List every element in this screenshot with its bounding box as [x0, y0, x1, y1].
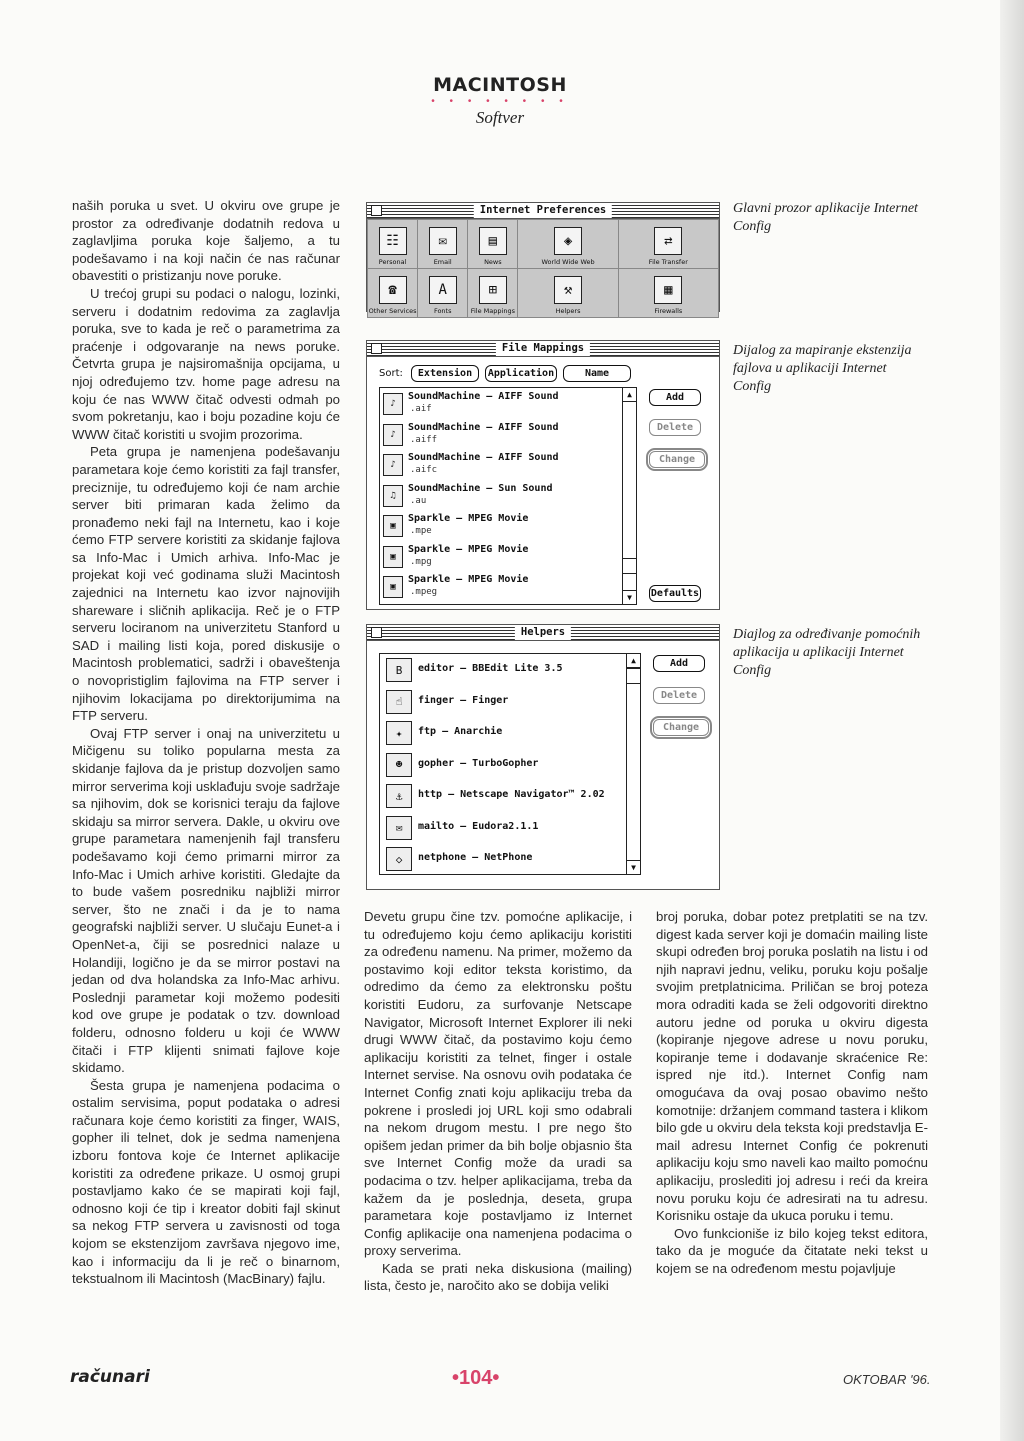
paragraph: broj poruka, dobar potez pretplatiti se na tzv. digest kada server koji je domaćin mailing liste skupi određen broj poruka poslatih na listu i od njih napravi jednu, veliku, poruku koju pošalje svojim pretplatnicima. Priličan se broj poteza mora odraditi kada se želi odgovoriti direktno autoru jedne od poruka u okviru digesta (kopiranje njegove adrese u novu poruku, kopiranje teme i dodavanje skraćenice Re: ispred nje itd.). Internet Config nam omogućava da ovaj posao obavimo nešto komotnije: držanjem command tastera i klikom bilo gde u okviru dela teksta koji predstavlja E-mail adresu Internet Config će pokrenuti aplikaciju koju smo naveli kao mailto pomoćnu aplikaciju, proslediti joj adresu i reći da kreira novu poruku koju će adresirati na tu adresu. Korisniku ostaje da ukuca poruku i temu. — [656, 909, 928, 1224]
window-title: File Mappings — [496, 341, 590, 356]
list-item[interactable] — [380, 541, 636, 572]
sound-file-icon: ♪ — [383, 424, 403, 446]
text-column-1 — [72, 197, 340, 1288]
helper-name: finger – Finger — [418, 694, 509, 706]
pref-label: Personal — [378, 258, 407, 266]
paragraph: Ovo funkcioniše iz bilo kojeg tekst editora, tako da je moguće da čitatate neki tekst u kojem se na određenom mestu pojavljuje — [656, 1225, 928, 1276]
sort-application-button[interactable]: Application — [485, 365, 557, 382]
anarchie-icon: ✦ — [386, 721, 412, 745]
font-icon: A — [429, 276, 457, 304]
pref-other-services[interactable] — [368, 269, 417, 317]
pref-fonts[interactable] — [418, 269, 467, 317]
mapping-name: SoundMachine – Sun Sound — [408, 482, 553, 494]
change-button[interactable]: Change — [649, 451, 705, 468]
helper-name: editor – BBEdit Lite 3.5 — [418, 663, 563, 674]
add-button[interactable]: Add — [649, 389, 701, 406]
internet-preferences-window — [366, 202, 720, 315]
delete-button[interactable]: Delete — [653, 687, 705, 704]
page-edge — [1000, 0, 1024, 1441]
gopher-icon: ☻ — [386, 753, 412, 777]
list-item[interactable] — [380, 388, 636, 419]
pref-email[interactable] — [418, 220, 467, 268]
pref-label: World Wide Web — [541, 258, 595, 266]
change-button[interactable]: Change — [653, 719, 709, 736]
defaults-button[interactable]: Defaults — [649, 585, 701, 602]
mapping-extension: .aifc — [410, 465, 438, 475]
pref-www[interactable] — [518, 220, 617, 268]
pref-label: News — [484, 258, 502, 266]
paragraph: naših poruka u svet. U okviru ove grupe je prostor za određivanje dodatnih redova u zaglavljima poruka koje šaljemo, a tu podešavamo i na koji način će nas računar obavestiti o pristizanju nove poruke. — [72, 198, 340, 284]
movie-file-icon: ▣ — [383, 546, 403, 568]
pref-helpers[interactable] — [518, 269, 617, 317]
pref-label: Fonts — [433, 307, 452, 315]
paragraph: Kada se prati neka diskusiona (mailing) lista, često je, naročito ako se dobija veliki — [364, 1260, 632, 1294]
list-item[interactable] — [380, 749, 640, 781]
list-scrollbar[interactable] — [622, 388, 636, 604]
pref-label: Other Services — [368, 307, 417, 315]
pref-label: Email — [433, 258, 452, 266]
pref-label: Helpers — [555, 307, 581, 315]
list-item[interactable] — [380, 843, 640, 875]
title-bar[interactable] — [367, 625, 719, 641]
file-transfer-icon: ⇄ — [654, 227, 682, 255]
footer-date: OKTOBAR '96. — [843, 1372, 931, 1387]
mapping-name: Sparkle – MPEG Movie — [408, 543, 529, 555]
mappings-list[interactable] — [379, 387, 637, 605]
pref-file-mappings[interactable] — [468, 269, 517, 317]
list-item[interactable] — [380, 812, 640, 844]
email-icon: ✉ — [429, 227, 457, 255]
helpers-list[interactable] — [379, 653, 641, 875]
personal-icon: ☷ — [379, 227, 407, 255]
window-title: Internet Preferences — [474, 203, 612, 218]
movie-file-icon: ▣ — [383, 515, 403, 537]
section-title: MACINTOSH — [433, 74, 567, 96]
pref-personal[interactable] — [368, 220, 417, 268]
bbedit-icon: B — [386, 658, 412, 682]
file-mappings-icon: ⊞ — [479, 276, 507, 304]
scroll-down-arrow-icon[interactable]: ▼ — [623, 590, 636, 604]
sound-file-icon: ♪ — [383, 454, 403, 476]
title-bar[interactable] — [367, 203, 719, 219]
caption-mappings: Dijalog za mapiranje ekstenzija fajlova u aplikaciji Internet Config — [733, 343, 912, 394]
helper-name: http – Netscape Navigator™ 2.02 — [418, 789, 605, 800]
helpers-window — [366, 624, 720, 890]
pref-label: File Mappings — [470, 307, 515, 315]
news-icon: ▤ — [479, 227, 507, 255]
helpers-icon: ⚒ — [554, 276, 582, 304]
list-item[interactable] — [380, 686, 640, 718]
section-header — [0, 74, 1000, 128]
sound-file-icon: ♫ — [383, 485, 403, 507]
pref-label: File Transfer — [648, 258, 688, 266]
phone-icon: ☎ — [379, 276, 407, 304]
scroll-up-arrow-icon[interactable]: ▲ — [623, 388, 636, 402]
paragraph: Peta grupa je namenjena podešavanju parametara koje ćemo koristiti za fajl transfer, preciznije, tu određujemo koji će nam archie server biti primaran kada želimo da pronađemo neki fajl na Internetu, kao i koje ćemo FTP servere koristiti za skidanje fajlova sa Info-Mac i Umich arhiva. Info-Mac je projekat koji već godinama služi Macintosh zajednici na Internetu kao izvor najnovijih shareware i sličnih aplikacija. Reč je o FTP serveru lociranom na univerzitetu Stanford u SAD i mailing listi koja, pored diskusije o Macintosh problematici, sadrži i obaveštenja o novopristiglim fajlovima na FTP server i njihovim lokacijama po direktorijumima na FTP serveru. — [72, 444, 340, 724]
add-button[interactable]: Add — [653, 655, 705, 672]
window-title: Helpers — [515, 625, 571, 640]
paragraph: U trećoj grupi su podaci o nalogu, lozinki, serveru i dodatnim redovima za zaglavlja poruka, sve to kada je reč o parametrima za praćenje i odgovaranje na news poruke. Četvrta grupa je najsiromašnija opcijama, u njoj određujemo tzv. home page adresu na koju će nas WWW čitač odvesti odmah po svom pokretanju, kao i boju pozadine koju će WWW čitač koristiti u svojim prozorima. — [72, 285, 340, 442]
list-item[interactable] — [380, 419, 636, 450]
scroll-thumb[interactable] — [627, 668, 640, 684]
netphone-icon: ◇ — [386, 847, 412, 871]
preferences-grid — [367, 219, 719, 318]
mapping-name: Sparkle – MPEG Movie — [408, 574, 529, 585]
firewall-icon: ▦ — [654, 276, 682, 304]
file-mappings-window — [366, 340, 720, 610]
pref-label: Firewalls — [654, 307, 683, 315]
eudora-icon: ✉ — [386, 816, 412, 840]
caption-helpers: Diajlog za određivanje pomoćnih aplikacija u aplikaciji Internet Config — [733, 627, 921, 678]
close-box-icon[interactable] — [371, 343, 382, 354]
sort-label: Sort: — [379, 368, 403, 379]
paragraph: Devetu grupu čine tzv. pomoćne aplikacije, i tu određujemo koju ćemo aplikaciju koristiti za određenu namenu. Na primer, možemo da postavimo koji editor teksta koristimo, da odredimo da ćemo za elektronsku poštu koristiti Eudoru, za surfovanje Netscape Navigator, Microsoft Internet Explorer ili neki drugi WWW čitač, da postavimo koju ćemo aplikaciju koristiti za telnet, finger i ostale Internet servise. Na osnovu ovih podataka će Internet Config znati koju aplikaciju treba da pokrene i prosledi joj URL koji smo odabrali na nekom drugom mestu. I pre nego što opišem jedan primer da bih bolje objasnio šta sve Internet Config može da uradi sa podacima o tzv. helper aplikacijama, treba da kažem da je poslednja, deseta, grupa parametara koje postavljamo iz Internet Config aplikacije ona namenjena podacima o proxy serverima. — [364, 909, 632, 1259]
section-dots: • • • • • • • • — [431, 96, 569, 107]
finger-icon: ☝ — [386, 690, 412, 714]
list-item[interactable] — [380, 780, 640, 812]
title-bar[interactable] — [367, 341, 719, 357]
section-subtitle: Softver — [475, 108, 525, 127]
list-item[interactable] — [380, 571, 636, 602]
sound-file-icon: ♪ — [383, 393, 403, 415]
close-box-icon[interactable] — [371, 627, 382, 638]
mapping-extension: .mpe — [410, 526, 432, 536]
list-item[interactable] — [380, 480, 636, 511]
helper-name: ftp – Anarchie — [418, 726, 503, 737]
mapping-name: SoundMachine – AIFF Sound — [408, 391, 559, 402]
mapping-name: SoundMachine – AIFF Sound — [408, 421, 559, 433]
delete-button[interactable]: Delete — [649, 419, 701, 436]
netscape-icon: ⚓ — [386, 784, 412, 808]
scroll-up-arrow-icon[interactable]: ▲ — [627, 654, 640, 668]
helper-name: gopher – TurboGopher — [418, 757, 539, 769]
pref-news[interactable] — [468, 220, 517, 268]
mapping-extension: .mpeg — [410, 587, 438, 597]
helper-name: mailto – Eudora2.1.1 — [418, 820, 539, 832]
paragraph: Ovaj FTP server i onaj na univerzitetu u Mičigenu su toliko popularna mesta za skidanje fajlova da je pristup dozvoljen samo mirror serverima koji usklađuju svoje sadržaje sa njihovim, dok se korisnici teraju da fajlove skidaju sa mirror servera. Dakle, u okviru ove grupe parametara namenjenih fajl transferu podešavamo koji ćemo primarni mirror za Info-Mac i Umich arhive koristiti. Gledajte da to bude vašem posredniku najbliži mirror server, što ne znači i da je to nama geografski najbliži server. U slučaju Eunet-a i OpenNet-a, čiji se posrednici nalaze u Holandiji, logično je da se mirror postavi na jedan od dva holandska za Info-Mac arhivu. Poslednji parametar koji možemo podesiti kod ove grupe je podatak o tzv. download folderu, odnosno folderu u koji će WWW čitači i FTP klijenti snimati fajlove koje skidamo. — [72, 725, 340, 1076]
scroll-down-arrow-icon[interactable]: ▼ — [627, 860, 640, 874]
text-column-2 — [364, 908, 632, 1295]
text-column-3 — [656, 908, 928, 1277]
mapping-extension: .aiff — [410, 434, 438, 445]
sort-extension-button[interactable]: Extension — [411, 365, 479, 382]
list-item[interactable] — [380, 510, 636, 541]
web-icon: ◈ — [554, 227, 582, 255]
list-item[interactable] — [380, 654, 640, 686]
list-item[interactable] — [380, 717, 640, 749]
pref-file-transfer[interactable] — [619, 220, 718, 268]
mapping-extension: .au — [410, 495, 427, 506]
mapping-name: SoundMachine – AIFF Sound — [408, 452, 559, 463]
caption-prefs: Glavni prozor aplikacije Internet Config — [733, 201, 918, 234]
helper-name: netphone – NetPhone — [418, 852, 533, 863]
scroll-thumb[interactable] — [623, 558, 636, 574]
paragraph: Šesta grupa je namenjena podacima o ostalim servisima, poput podataka o adresi računara koje ćemo koristiti za finger, WAIS, gopher ili telnet, dok je sedma namenjena izboru fontova koje će Internet aplikacije koristiti za određene prikaze. U osmoj grupi postavljamo kako će se mapirati koji fajl, odnosno koji će tip i kreator dobiti fajl skinut sa nekog FTP servera u zavisnosti od toga kojom se ekstenzijom završava njegovo ime, kao i informaciju da li je reč o binarnom, tekstualnom ili Macintosh (MacBinary) fajlu. — [72, 1077, 340, 1287]
mapping-extension: .aif — [410, 404, 432, 414]
list-scrollbar[interactable] — [626, 654, 640, 874]
list-item[interactable] — [380, 449, 636, 480]
footer-magazine: računari — [70, 1367, 150, 1387]
sort-name-button[interactable]: Name — [563, 365, 631, 382]
page-number: •104• — [452, 1367, 500, 1389]
movie-file-icon: ▣ — [383, 576, 403, 598]
mapping-name: Sparkle – MPEG Movie — [408, 513, 529, 524]
pref-firewalls[interactable] — [619, 269, 718, 317]
mapping-extension: .mpg — [410, 556, 432, 567]
close-box-icon[interactable] — [371, 205, 382, 216]
